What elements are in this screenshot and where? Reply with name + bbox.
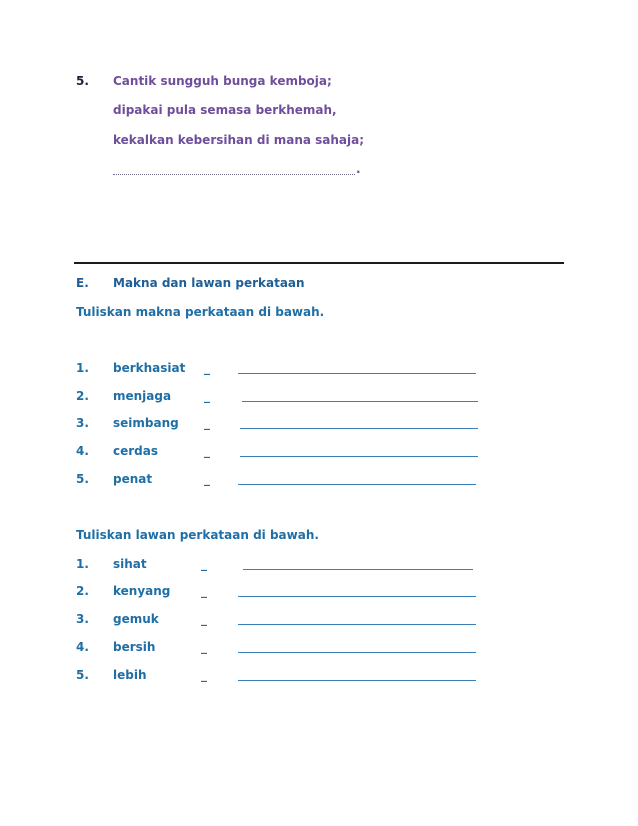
meaning-instruction: Tuliskan makna perkataan di bawah. bbox=[76, 305, 325, 319]
meaning-answer-line-3[interactable] bbox=[240, 428, 478, 429]
opposite-answer-line-5[interactable] bbox=[238, 680, 476, 681]
section-letter: E. bbox=[76, 276, 89, 290]
poem-answer-line[interactable] bbox=[113, 174, 355, 175]
poem-line-2: dipakai pula semasa berkhemah, bbox=[113, 103, 337, 117]
opposite-word-2: kenyang bbox=[113, 584, 171, 598]
poem-answer-period: . bbox=[356, 162, 361, 176]
opposite-dash-3: _ bbox=[201, 612, 207, 626]
meaning-num-3: 3. bbox=[76, 416, 89, 430]
meaning-num-4: 4. bbox=[76, 444, 89, 458]
meaning-word-5: penat bbox=[113, 472, 153, 486]
opposite-instruction: Tuliskan lawan perkataan di bawah. bbox=[76, 528, 319, 542]
meaning-answer-line-1[interactable] bbox=[238, 373, 476, 374]
section-title: Makna dan lawan perkataan bbox=[113, 276, 305, 290]
meaning-word-1: berkhasiat bbox=[113, 361, 186, 375]
meaning-num-1: 1. bbox=[76, 361, 89, 375]
poem-line-1: Cantik sungguh bunga kemboja; bbox=[113, 74, 332, 88]
opposite-num-5: 5. bbox=[76, 668, 89, 682]
opposite-num-1: 1. bbox=[76, 557, 89, 571]
opposite-num-2: 2. bbox=[76, 584, 89, 598]
opposite-word-3: gemuk bbox=[113, 612, 159, 626]
meaning-word-4: cerdas bbox=[113, 444, 158, 458]
opposite-word-4: bersih bbox=[113, 640, 156, 654]
meaning-answer-line-4[interactable] bbox=[240, 456, 478, 457]
meaning-dash-2: _ bbox=[204, 389, 210, 403]
meaning-word-2: menjaga bbox=[113, 389, 172, 403]
opposite-dash-5: _ bbox=[201, 668, 207, 682]
opposite-num-3: 3. bbox=[76, 612, 89, 626]
meaning-dash-3: _ bbox=[204, 416, 210, 430]
opposite-answer-line-1[interactable] bbox=[243, 569, 473, 570]
meaning-num-5: 5. bbox=[76, 472, 89, 486]
opposite-answer-line-4[interactable] bbox=[238, 652, 476, 653]
opposite-dash-2: _ bbox=[201, 584, 207, 598]
poem-number: 5. bbox=[76, 74, 89, 88]
meaning-answer-line-5[interactable] bbox=[238, 484, 476, 485]
meaning-answer-line-2[interactable] bbox=[242, 401, 478, 402]
poem-line-3: kekalkan kebersihan di mana sahaja; bbox=[113, 133, 365, 147]
opposite-word-5: lebih bbox=[113, 668, 147, 682]
meaning-dash-1: _ bbox=[204, 361, 210, 375]
meaning-dash-4: _ bbox=[204, 444, 210, 458]
opposite-answer-line-3[interactable] bbox=[238, 624, 476, 625]
opposite-dash-4: _ bbox=[201, 640, 207, 654]
meaning-num-2: 2. bbox=[76, 389, 89, 403]
opposite-answer-line-2[interactable] bbox=[238, 596, 476, 597]
opposite-dash-1: _ bbox=[201, 557, 207, 571]
opposite-word-1: sihat bbox=[113, 557, 147, 571]
section-divider bbox=[74, 262, 564, 264]
meaning-dash-5: _ bbox=[204, 472, 210, 486]
opposite-num-4: 4. bbox=[76, 640, 89, 654]
meaning-word-3: seimbang bbox=[113, 416, 179, 430]
